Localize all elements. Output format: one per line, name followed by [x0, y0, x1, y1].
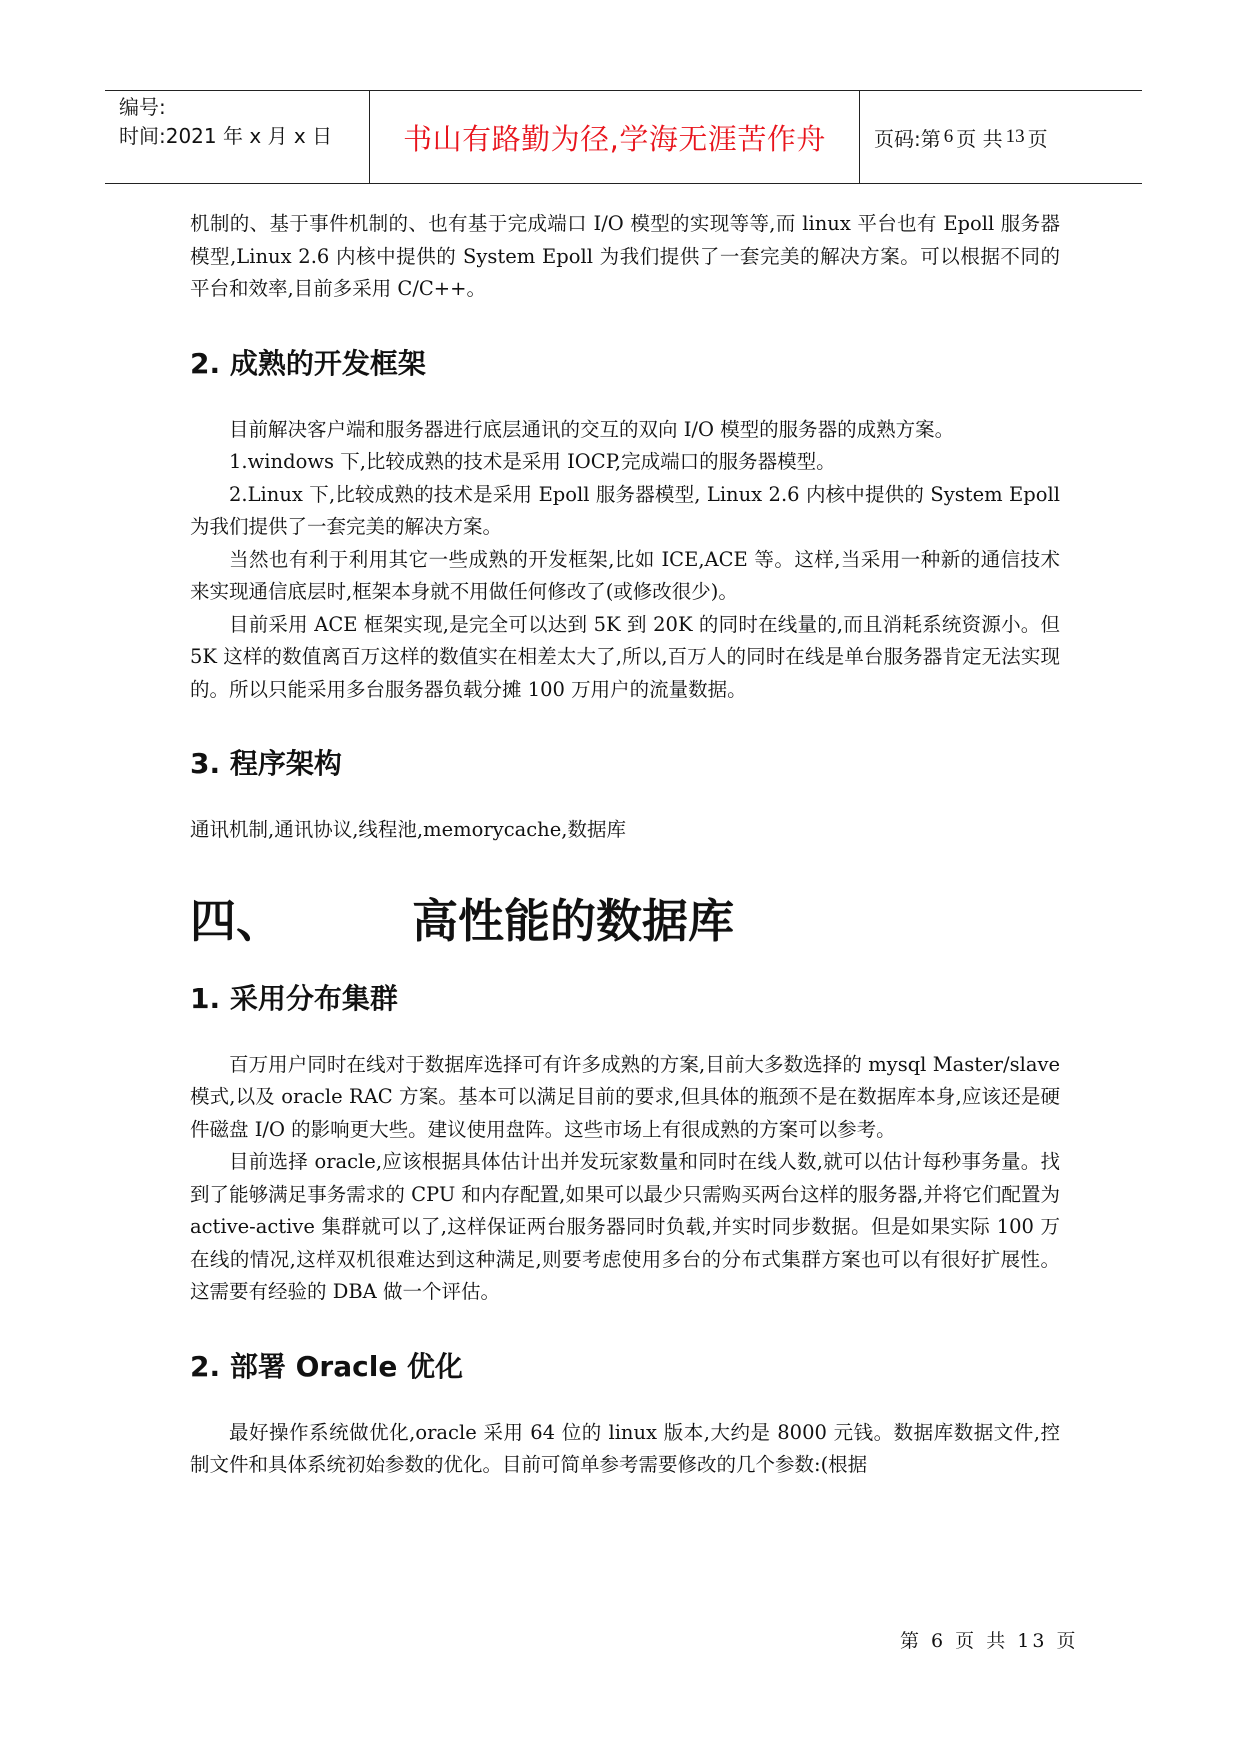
header-motto: 书山有路勤为径,学海无涯苦作舟: [370, 91, 860, 183]
chapter-numeral: 四、: [190, 893, 282, 948]
paragraph: 目前解决客户端和服务器进行底层通讯的交互的双向 I/O 模型的服务器的成熟方案。: [229, 417, 955, 441]
page-header: [105, 90, 1142, 184]
paragraph: 目前采用 ACE 框架实现,是完全可以达到 5K 到 20K 的同时在线量的,而且消耗系统资源小。但 5K 这样的数值离百万这样的数值实在相差太大了,所以,百万人的同时在线是单台服务器肯定无法实现的。所以只能采用多台服务器负载分摊 100 万用户的流量数据。: [190, 612, 1060, 701]
paragraph: 通讯机制,通讯协议,线程池,memorycache,数据库: [190, 818, 626, 841]
page-suffix: 页: [1027, 126, 1048, 151]
page-footer: 第 6 页 共 13 页: [900, 1630, 1079, 1652]
page-total: 13: [1005, 126, 1025, 147]
page-middle: 页 共: [956, 126, 1003, 151]
document-time: 时间:2021 年 x 月 x 日: [119, 124, 333, 148]
document-number-label: 编号:: [119, 95, 166, 119]
paragraph: 最好操作系统做优化,oracle 采用 64 位的 linux 版本,大约是 8000 元钱。数据库数据文件,控制文件和具体系统初始参数的优化。目前可简单参考需要修改的几个参数:(根据: [190, 1420, 1060, 1476]
section-heading-architecture: 3. 程序架构: [190, 747, 342, 780]
section-heading-oracle: 2. 部署 Oracle 优化: [190, 1349, 464, 1383]
page-prefix: 页码:第: [874, 126, 941, 151]
section-heading-framework: 2. 成熟的开发框架: [190, 346, 426, 380]
paragraph: 目前选择 oracle,应该根据具体估计出并发玩家数量和同时在线人数,就可以估计每秒事务量。找到了能够满足事务需求的 CPU 和内存配置,如果可以最少只需购买两台这样的服务器,并将它们配置为 active-active 集群就可以了,这样保证两台服务器同时负载,并实时同步数据。但是如果实际 100 万在线的情况,这样双机很难达到这种满足,则要考虑使用多台的分布式集群方案也可以有很好扩展性。这需要有经验的 DBA 做一个评估。: [190, 1150, 1060, 1303]
section-heading-cluster: 1. 采用分布集群: [190, 981, 398, 1015]
page-current: 6: [943, 126, 954, 147]
chapter-heading: [190, 891, 1060, 951]
paragraph: 2.Linux 下,比较成熟的技术是采用 Epoll 服务器模型, Linux 2.6 内核中提供的 System Epoll 为我们提供了一套完美的解决方案。: [190, 482, 1060, 538]
intro-paragraph: 机制的、基于事件机制的、也有基于完成端口 I/O 模型的实现等等,而 linux 平台也有 Epoll 服务器模型,Linux 2.6 内核中提供的 System Epoll 为我们提供了一套完美的解决方案。可以根据不同的平台和效率,目前多采用 C/C++。: [190, 212, 1060, 300]
paragraph: 1.windows 下,比较成熟的技术是采用 IOCP,完成端口的服务器模型。: [229, 450, 836, 473]
paragraph: 当然也有利于利用其它一些成熟的开发框架,比如 ICE,ACE 等。这样,当采用一种新的通信技术来实现通信底层时,框架本身就不用做任何修改了(或修改很少)。: [190, 547, 1060, 603]
header-meta: [105, 91, 370, 183]
chapter-title: 高性能的数据库: [412, 893, 734, 948]
paragraph: 百万用户同时在线对于数据库选择可有许多成熟的方案,目前大多数选择的 mysql Master/slave 模式,以及 oracle RAC 方案。基本可以满足目前的要求,但具体的瓶颈不是在数据库本身,应该还是硬件磁盘 I/O 的影响更大些。建议使用盘阵。这些市场上有很成熟的方案可以参考。: [190, 1052, 1060, 1141]
header-page-number: [860, 91, 1142, 183]
document-body: [190, 208, 1060, 1482]
